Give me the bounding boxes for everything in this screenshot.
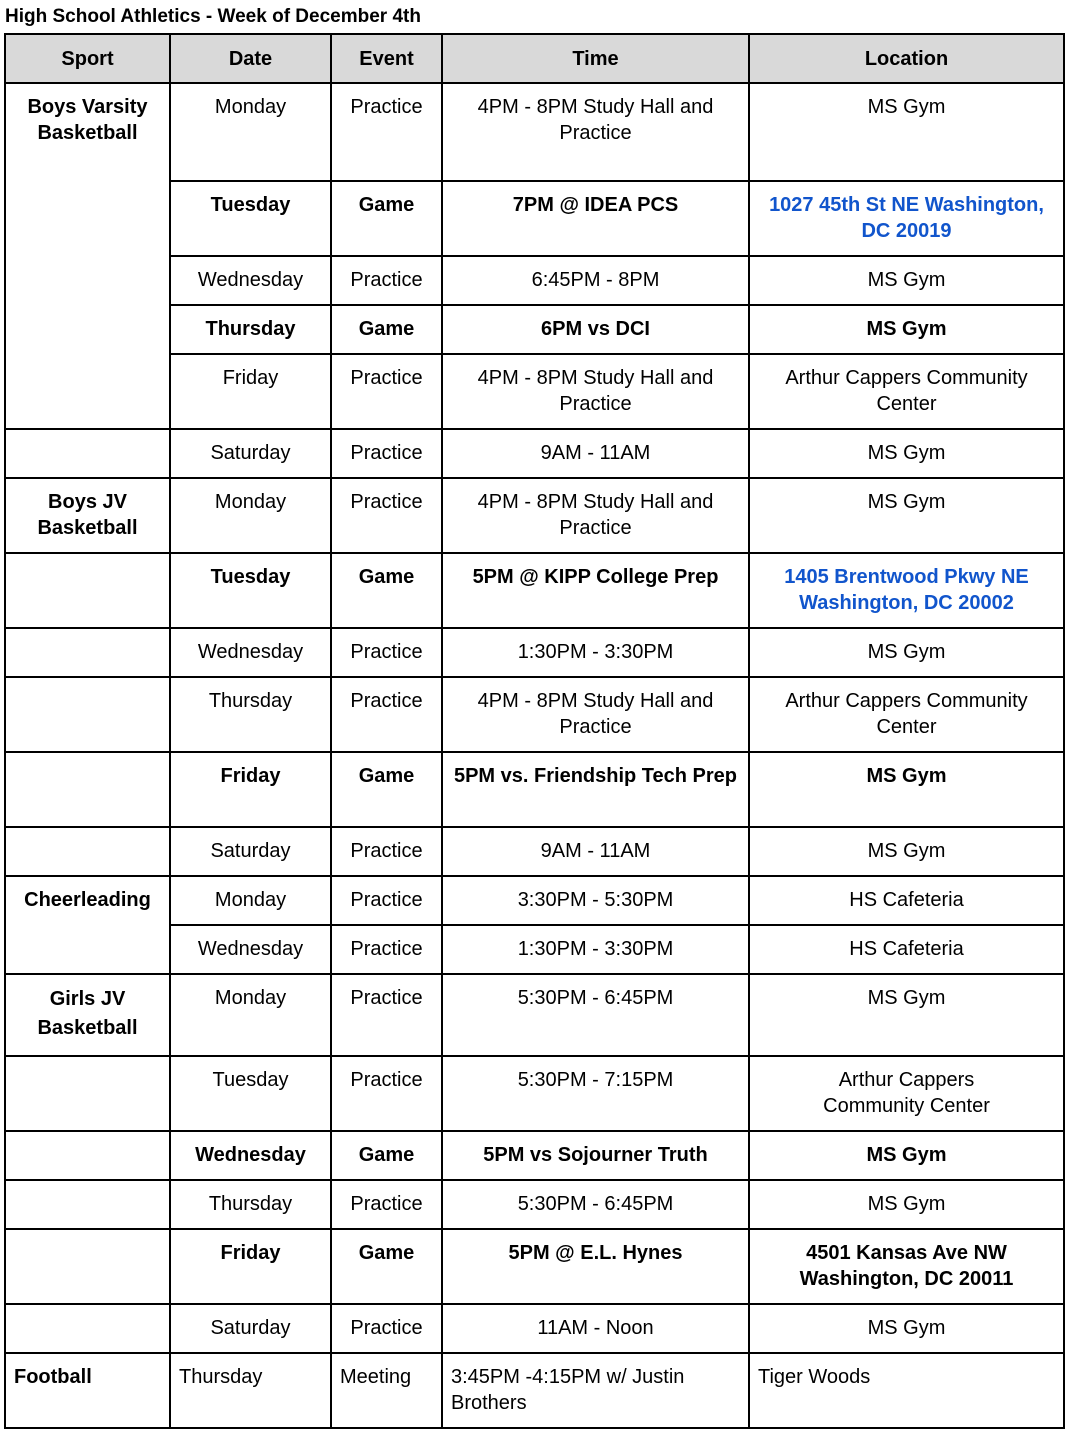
time-cell: 5PM vs Sojourner Truth bbox=[442, 1131, 749, 1180]
date-cell: Saturday bbox=[170, 827, 331, 876]
sport-cell-empty bbox=[5, 1304, 170, 1353]
table-row bbox=[5, 1353, 1064, 1428]
location-cell: HS Cafeteria bbox=[749, 876, 1064, 925]
time-cell: 5:30PM - 6:45PM bbox=[442, 974, 749, 1056]
sport-cell-empty bbox=[5, 1056, 170, 1131]
sport-cell: Cheerleading bbox=[5, 876, 170, 974]
athletics-schedule-table bbox=[4, 33, 1065, 1429]
event-cell: Practice bbox=[331, 478, 442, 553]
header-sport: Sport bbox=[5, 34, 170, 83]
date-cell: Thursday bbox=[170, 1353, 331, 1428]
sport-cell-empty bbox=[5, 1180, 170, 1229]
event-cell: Practice bbox=[331, 628, 442, 677]
date-cell: Monday bbox=[170, 478, 331, 553]
table-row bbox=[5, 1229, 1064, 1304]
time-cell: 11AM - Noon bbox=[442, 1304, 749, 1353]
location-cell: MS Gym bbox=[749, 256, 1064, 305]
location-cell: MS Gym bbox=[749, 827, 1064, 876]
sport-cell: Boys JV Basketball bbox=[5, 478, 170, 553]
document-title: High School Athletics - Week of December 4th bbox=[5, 6, 421, 27]
time-cell: 1:30PM - 3:30PM bbox=[442, 925, 749, 974]
time-cell: 9AM - 11AM bbox=[442, 429, 749, 478]
table-header-row bbox=[5, 34, 1064, 83]
location-cell: MS Gym bbox=[749, 305, 1064, 354]
date-cell: Tuesday bbox=[170, 181, 331, 256]
header-location: Location bbox=[749, 34, 1064, 83]
event-cell: Practice bbox=[331, 354, 442, 429]
time-cell: 5PM @ KIPP College Prep bbox=[442, 553, 749, 628]
table-row bbox=[5, 478, 1064, 553]
time-cell: 6PM vs DCI bbox=[442, 305, 749, 354]
table-row bbox=[5, 83, 1064, 181]
date-cell: Wednesday bbox=[170, 925, 331, 974]
time-cell: 3:30PM - 5:30PM bbox=[442, 876, 749, 925]
time-cell: 5:30PM - 6:45PM bbox=[442, 1180, 749, 1229]
date-cell: Thursday bbox=[170, 305, 331, 354]
location-cell: 4501 Kansas Ave NW Washington, DC 20011 bbox=[749, 1229, 1064, 1304]
date-cell: Tuesday bbox=[170, 1056, 331, 1131]
event-cell: Meeting bbox=[331, 1353, 442, 1428]
sport-cell: Football bbox=[5, 1353, 170, 1428]
date-cell: Friday bbox=[170, 752, 331, 827]
table-row bbox=[5, 827, 1064, 876]
event-cell: Game bbox=[331, 181, 442, 256]
table-row bbox=[5, 876, 1064, 925]
time-cell: 1:30PM - 3:30PM bbox=[442, 628, 749, 677]
event-cell: Practice bbox=[331, 256, 442, 305]
date-cell: Friday bbox=[170, 1229, 331, 1304]
date-cell: Saturday bbox=[170, 1304, 331, 1353]
time-cell: 3:45PM -4:15PM w/ Justin Brothers bbox=[442, 1353, 749, 1428]
location-cell: MS Gym bbox=[749, 974, 1064, 1056]
time-cell: 4PM - 8PM Study Hall and Practice bbox=[442, 83, 749, 181]
sport-cell-empty bbox=[5, 429, 170, 478]
time-cell: 4PM - 8PM Study Hall and Practice bbox=[442, 677, 749, 752]
date-cell: Monday bbox=[170, 974, 331, 1056]
location-cell: Arthur Cappers Community Center bbox=[749, 677, 1064, 752]
location-cell: MS Gym bbox=[749, 83, 1064, 181]
event-cell: Practice bbox=[331, 83, 442, 181]
time-cell: 4PM - 8PM Study Hall and Practice bbox=[442, 354, 749, 429]
location-link[interactable]: 1405 Brentwood Pkwy NE Washington, DC 20002 bbox=[749, 553, 1064, 628]
event-cell: Practice bbox=[331, 429, 442, 478]
table-row bbox=[5, 1304, 1064, 1353]
date-cell: Wednesday bbox=[170, 628, 331, 677]
sport-cell: Boys Varsity Basketball bbox=[5, 83, 170, 429]
table-row bbox=[5, 1056, 1064, 1131]
location-cell: MS Gym bbox=[749, 1180, 1064, 1229]
time-cell: 4PM - 8PM Study Hall and Practice bbox=[442, 478, 749, 553]
sport-cell-empty bbox=[5, 752, 170, 827]
table-row bbox=[5, 1131, 1064, 1180]
table-row bbox=[5, 1180, 1064, 1229]
time-cell: 6:45PM - 8PM bbox=[442, 256, 749, 305]
sport-cell: Girls JV Basketball bbox=[5, 974, 170, 1056]
date-cell: Monday bbox=[170, 83, 331, 181]
location-cell: MS Gym bbox=[749, 752, 1064, 827]
location-cell: Arthur Cappers Community Center bbox=[749, 1056, 1064, 1131]
table-row bbox=[5, 677, 1064, 752]
time-cell: 5PM vs. Friendship Tech Prep bbox=[442, 752, 749, 827]
location-cell: MS Gym bbox=[749, 1131, 1064, 1180]
time-cell: 9AM - 11AM bbox=[442, 827, 749, 876]
event-cell: Practice bbox=[331, 1304, 442, 1353]
location-cell: MS Gym bbox=[749, 478, 1064, 553]
table-row bbox=[5, 974, 1064, 1056]
location-link[interactable]: 1027 45th St NE Washington, DC 20019 bbox=[749, 181, 1064, 256]
date-cell: Monday bbox=[170, 876, 331, 925]
sport-cell-empty bbox=[5, 553, 170, 628]
date-cell: Wednesday bbox=[170, 1131, 331, 1180]
location-cell: MS Gym bbox=[749, 429, 1064, 478]
time-cell: 7PM @ IDEA PCS bbox=[442, 181, 749, 256]
date-cell: Friday bbox=[170, 354, 331, 429]
date-cell: Saturday bbox=[170, 429, 331, 478]
event-cell: Game bbox=[331, 305, 442, 354]
event-cell: Game bbox=[331, 1131, 442, 1180]
event-cell: Practice bbox=[331, 925, 442, 974]
event-cell: Practice bbox=[331, 876, 442, 925]
event-cell: Practice bbox=[331, 1180, 442, 1229]
location-cell: Tiger Woods bbox=[749, 1353, 1064, 1428]
header-time: Time bbox=[442, 34, 749, 83]
time-cell: 5:30PM - 7:15PM bbox=[442, 1056, 749, 1131]
header-event: Event bbox=[331, 34, 442, 83]
event-cell: Game bbox=[331, 752, 442, 827]
location-cell: MS Gym bbox=[749, 628, 1064, 677]
date-cell: Thursday bbox=[170, 677, 331, 752]
table-row bbox=[5, 752, 1064, 827]
sport-cell-empty bbox=[5, 827, 170, 876]
table-row bbox=[5, 628, 1064, 677]
date-cell: Thursday bbox=[170, 1180, 331, 1229]
event-cell: Game bbox=[331, 553, 442, 628]
event-cell: Practice bbox=[331, 827, 442, 876]
location-cell: MS Gym bbox=[749, 1304, 1064, 1353]
event-cell: Practice bbox=[331, 677, 442, 752]
event-cell: Practice bbox=[331, 974, 442, 1056]
sport-cell-empty bbox=[5, 1131, 170, 1180]
header-date: Date bbox=[170, 34, 331, 83]
sport-cell-empty bbox=[5, 677, 170, 752]
sport-cell-empty bbox=[5, 628, 170, 677]
event-cell: Practice bbox=[331, 1056, 442, 1131]
table-row bbox=[5, 553, 1064, 628]
sport-cell-empty bbox=[5, 1229, 170, 1304]
date-cell: Tuesday bbox=[170, 553, 331, 628]
location-cell: Arthur Cappers Community Center bbox=[749, 354, 1064, 429]
event-cell: Game bbox=[331, 1229, 442, 1304]
time-cell: 5PM @ E.L. Hynes bbox=[442, 1229, 749, 1304]
location-cell: HS Cafeteria bbox=[749, 925, 1064, 974]
date-cell: Wednesday bbox=[170, 256, 331, 305]
table-row bbox=[5, 429, 1064, 478]
